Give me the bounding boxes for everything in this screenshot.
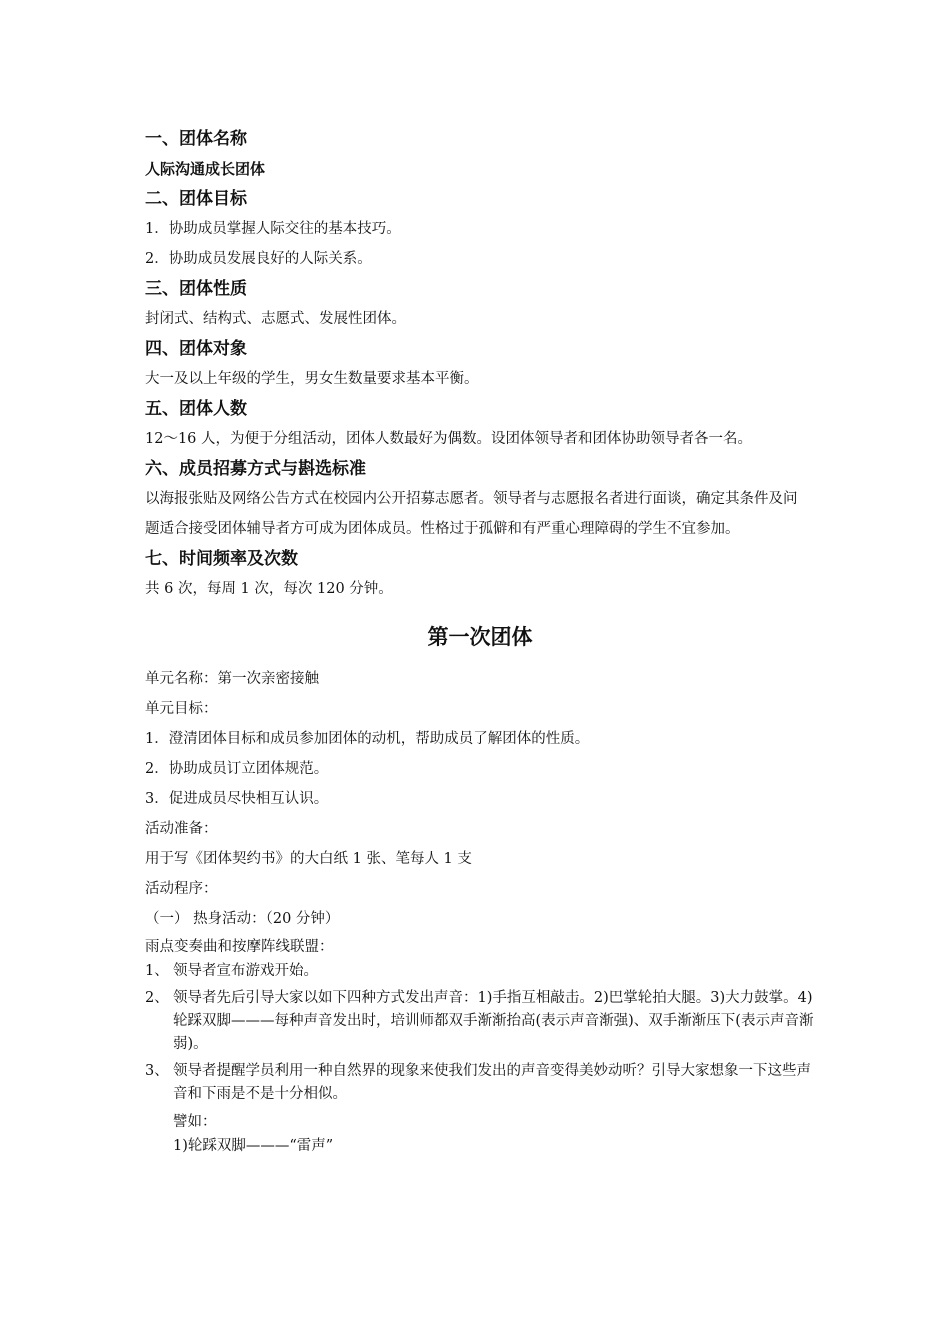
example-label: 譬如： bbox=[173, 1114, 217, 1130]
section-heading-name: 一、团体名称 bbox=[145, 129, 247, 149]
schedule-text: 共 6 次，每周 1 次，每次 120 分钟。 bbox=[145, 581, 393, 597]
step-number: 1、 bbox=[145, 963, 169, 979]
section-heading-schedule: 七、时间频率及次数 bbox=[145, 549, 298, 569]
procedure-label: 活动程序： bbox=[145, 881, 218, 897]
game-name: 雨点变奏曲和按摩阵线联盟： bbox=[145, 939, 334, 955]
goal-item: 1．协助成员掌握人际交往的基本技巧。 bbox=[145, 221, 401, 237]
recruit-text: 以海报张贴及网络公告方式在校园内公开招募志愿者。领导者与志愿报名者进行面谈，确定其条件及问题适合接受团体辅导者方可成为团体成员。性格过于孤僻和有严重心理障碍的学生不宜参加。 bbox=[145, 491, 798, 537]
step-number: 3、 bbox=[145, 1063, 169, 1079]
nature-text: 封闭式、结构式、志愿式、发展性团体。 bbox=[145, 311, 406, 327]
step-item bbox=[145, 960, 815, 983]
step-text: 领导者提醒学员利用一种自然界的现象来使我们发出的声音变得美妙动听？引导大家想象一下这些声音和下雨是不是十分相似。 bbox=[173, 1063, 811, 1102]
step-number: 2、 bbox=[145, 990, 169, 1006]
session-title: 第一次团体 bbox=[427, 625, 533, 649]
prep-label: 活动准备： bbox=[145, 821, 218, 837]
unit-goal-label: 单元目标： bbox=[145, 701, 218, 717]
step-text: 领导者先后引导大家以如下四种方式发出声音：1)手指互相敲击。2)巴掌轮拍大腿。3)大力鼓掌。4)轮踩双脚———每种声音发出时，培训师都双手渐渐抬高(表示声音渐强)、双手渐渐压下(表示声音渐弱)。 bbox=[173, 990, 814, 1052]
unit-goal-item: 3．促进成员尽快相互认识。 bbox=[145, 791, 329, 807]
section-heading-target: 四、团体对象 bbox=[145, 339, 247, 359]
section-heading-size: 五、团体人数 bbox=[145, 399, 247, 419]
goal-item: 2．协助成员发展良好的人际关系。 bbox=[145, 251, 372, 267]
section-heading-recruit: 六、成员招募方式与斟选标准 bbox=[145, 459, 366, 479]
warmup-heading: （一） 热身活动：（20 分钟） bbox=[145, 911, 340, 927]
target-text: 大一及以上年级的学生，男女生数量要求基本平衡。 bbox=[145, 371, 479, 387]
section-heading-goals: 二、团体目标 bbox=[145, 189, 247, 209]
unit-goal-item: 2．协助成员订立团体规范。 bbox=[145, 761, 329, 777]
example-item: 1)轮踩双脚———“雷声” bbox=[173, 1138, 334, 1154]
prep-text: 用于写《团体契约书》的大白纸 1 张、笔每人 1 支 bbox=[145, 851, 472, 867]
document-page bbox=[145, 124, 815, 1158]
size-text: 12～16 人，为便于分组活动，团体人数最好为偶数。设团体领导者和团体协助领导者各一名。 bbox=[145, 431, 753, 447]
unit-name: 单元名称：第一次亲密接触 bbox=[145, 671, 319, 687]
step-item bbox=[145, 1060, 815, 1106]
group-name: 人际沟通成长团体 bbox=[145, 160, 266, 178]
section-heading-nature: 三、团体性质 bbox=[145, 279, 247, 299]
step-item bbox=[145, 987, 815, 1056]
step-text: 领导者宣布游戏开始。 bbox=[173, 963, 318, 979]
unit-goal-item: 1．澄清团体目标和成员参加团体的动机，帮助成员了解团体的性质。 bbox=[145, 731, 590, 747]
